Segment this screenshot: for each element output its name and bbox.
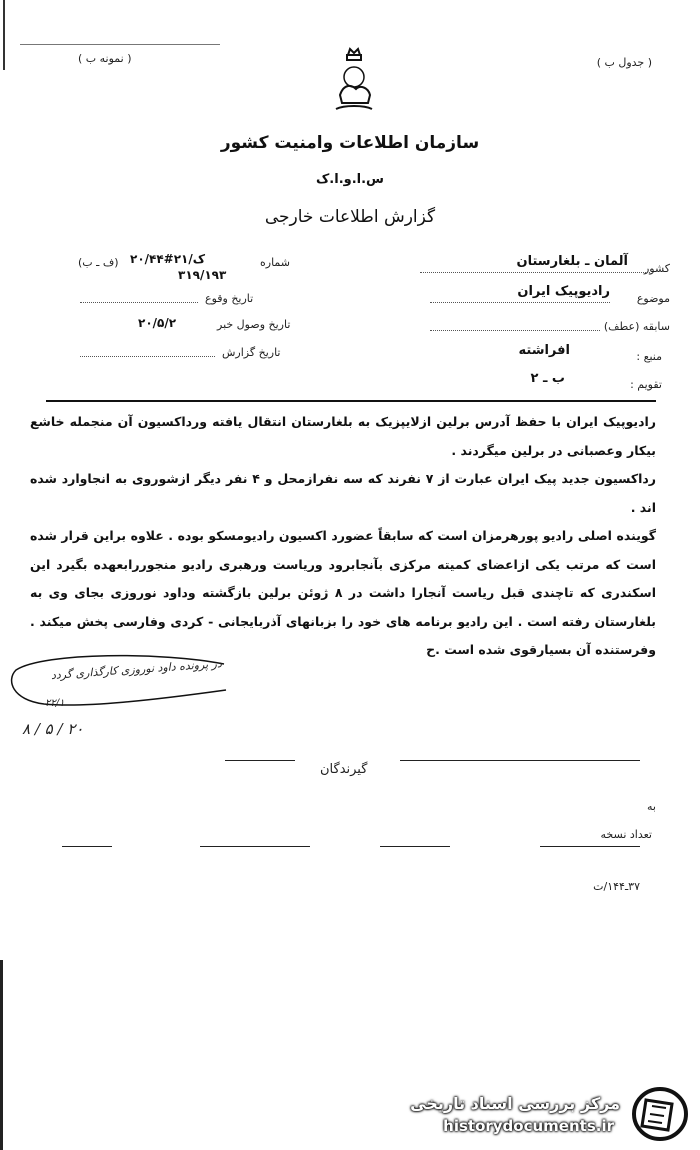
country-label: کشور xyxy=(643,262,670,275)
to-label: به xyxy=(647,800,656,813)
lion-and-sun-emblem xyxy=(330,45,378,115)
source-label: منبع : xyxy=(636,350,662,363)
country-value: آلمان ـ بلغارستان xyxy=(516,254,628,269)
archive-url: historydocuments.ir xyxy=(443,1117,614,1135)
report-date-label: تاریخ گزارش xyxy=(222,346,281,359)
occurrence-date-label: تاریخ وقوع xyxy=(205,292,254,305)
table-code: ( جدول ب ) xyxy=(596,56,652,69)
evaluation-label: تقویم : xyxy=(630,378,662,391)
organization-code: س.ا.و.ا.ک xyxy=(316,172,384,187)
organization-name: سازمان اطلاعات وامنیت کشور xyxy=(220,133,480,153)
recipients-line-right xyxy=(400,760,640,761)
report-title: گزارش اطلاعات خارجی xyxy=(264,207,436,227)
left-margin-line xyxy=(0,960,3,1150)
number-value-2: ۳۱۹/۱۹۳ xyxy=(178,268,227,282)
recipients-label: گیرندگان xyxy=(320,762,368,777)
header-separator xyxy=(46,400,656,402)
footer-line-1b xyxy=(200,846,310,847)
report-body xyxy=(30,408,656,665)
precedent-dotted-line xyxy=(430,330,600,331)
number-suffix: (ف ـ ب) xyxy=(78,256,119,269)
top-edge-line xyxy=(20,44,220,45)
handwritten-initials: ۲۲/۱ xyxy=(45,698,65,709)
subject-label: موضوع xyxy=(636,292,670,305)
receipt-date-value: ۲۰/۵/۲ xyxy=(138,316,177,330)
archive-logo-icon xyxy=(628,1086,690,1142)
footer-line-1a xyxy=(62,846,112,847)
body-paragraph-1: رادیوپیک ایران با حفظ آدرس برلین ازلایپزیک به بلغارستان انتقال یافته ورداکسیون آن منجمله خاشع بیکار وعصبانی در برلین میگردند . xyxy=(30,414,656,458)
footer-line-1d xyxy=(540,846,640,847)
body-paragraph-3: گوینده اصلی رادیو پورهرمزان است که سابقاً عضورد اکسیون رادیومسکو بوده . علاوه براین قرار شده است که مرتب یکی ازاعضای کمیته مرکزی بآنجابرود وریاست ورهبری رادیو منجوررابعهده بگیرد این اسکندری که تاچندی قبل ریاست آنجارا داشت در ۸ ژوئن برلین بازگشته وداود نوروزی بجای وی به بلغارستان رفته است . این رادیو برنامه های خود را بزبانهای آذربایجانی - کردی وفارسی پخش میکند . وفرستنده آن بسیارقوی شده است .ح xyxy=(30,528,656,657)
number-value-1: ۲۰/۴۴#۲۱/ک xyxy=(130,252,206,266)
archive-name: مرکز بررسی اسناد تاریخی xyxy=(410,1094,620,1113)
precedent-label: سابقه (عطف) xyxy=(603,320,670,333)
source-value: افراشته xyxy=(518,343,570,358)
handwritten-note: در پرونده داود نوروزی کارگذاری گردد xyxy=(50,657,223,682)
document-code: ۳۷ـ۱۴۴/ت xyxy=(593,880,640,893)
subject-value: رادیوپیک ایران xyxy=(517,284,610,299)
country-dotted-line xyxy=(420,272,650,273)
subject-dotted-line xyxy=(430,302,610,303)
evaluation-value: ب ـ ۲ xyxy=(530,371,565,386)
footer-line-1c xyxy=(380,846,450,847)
occurrence-dotted-line xyxy=(80,302,198,303)
form-code: ( نمونه ب ) xyxy=(78,52,132,65)
left-binding-marks xyxy=(3,0,19,70)
number-label: شماره xyxy=(260,256,291,269)
report-date-dotted-line xyxy=(80,356,215,357)
recipients-line-left xyxy=(225,760,295,761)
body-paragraph-2: رداکسیون جدید پیک ایران عبارت از ۷ نفرند که سه نفرازمحل و ۴ نفر دیگر ازشوروی به انجاوارد شده اند . xyxy=(30,471,656,515)
copies-label: تعداد نسخه xyxy=(600,828,652,841)
handwritten-signature-date: ۸ / ۵ / ۲۰ xyxy=(22,720,84,738)
receipt-date-label: تاریخ وصول خبر xyxy=(217,318,291,331)
